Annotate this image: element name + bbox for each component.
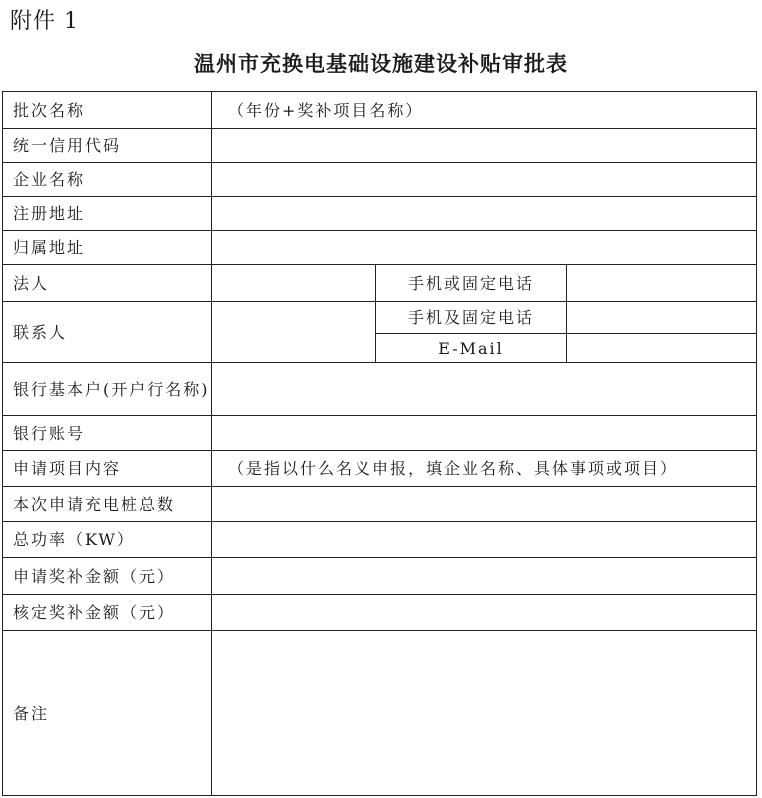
- total-power-field[interactable]: [212, 522, 757, 558]
- batch-name-field[interactable]: （年份+奖补项目名称）: [212, 92, 757, 129]
- legal-person-phone-label: 手机或固定电话: [376, 265, 567, 302]
- attachment-label: 附件 1: [10, 9, 79, 34]
- remarks-field[interactable]: [212, 631, 757, 796]
- form-row-batch-name: [3, 92, 757, 129]
- total-power-label: 总功率（KW）: [3, 522, 212, 558]
- legal-person-label: 法人: [3, 265, 212, 302]
- form-row-company-name: [3, 163, 757, 197]
- subsidy-requested-field[interactable]: [212, 558, 757, 595]
- bank-basic-account-field[interactable]: [212, 363, 757, 416]
- contact-label: 联系人: [3, 302, 212, 363]
- contact-email-field[interactable]: [567, 334, 757, 363]
- credit-code-field[interactable]: [212, 129, 757, 163]
- belonging-address-field[interactable]: [212, 231, 757, 265]
- registered-address-field[interactable]: [212, 197, 757, 231]
- charger-total-label: 本次申请充电桩总数: [3, 487, 212, 522]
- form-row-remarks: [3, 631, 757, 796]
- form-row-bank-basic-account: [3, 363, 757, 416]
- form-row-belonging-address: [3, 231, 757, 265]
- form-title: 温州市充换电基础设施建设补贴审批表: [194, 51, 568, 76]
- legal-person-field[interactable]: [212, 265, 376, 302]
- subsidy-approved-label: 核定奖补金额（元）: [3, 595, 212, 631]
- form-row-credit-code: [3, 129, 757, 163]
- contact-email-label: E-Mail: [376, 334, 567, 363]
- approval-form-table: [2, 91, 757, 796]
- application-content-label: 申请项目内容: [3, 451, 212, 487]
- form-row-charger-total: [3, 487, 757, 522]
- form-row-subsidy-requested: [3, 558, 757, 595]
- form-row-subsidy-approved: [3, 595, 757, 631]
- company-name-label: 企业名称: [3, 163, 212, 197]
- form-row-total-power: [3, 522, 757, 558]
- form-row-legal-person: [3, 265, 757, 302]
- application-content-field[interactable]: （是指以什么名义申报，填企业名称、具体事项或项目）: [212, 451, 757, 487]
- registered-address-label: 注册地址: [3, 197, 212, 231]
- bank-basic-account-label: 银行基本户(开户行名称): [3, 363, 212, 416]
- remarks-label: 备注: [3, 631, 212, 796]
- subsidy-requested-label: 申请奖补金额（元）: [3, 558, 212, 595]
- bank-account-number-label: 银行账号: [3, 416, 212, 451]
- charger-total-field[interactable]: [212, 487, 757, 522]
- form-row-bank-account-number: [3, 416, 757, 451]
- form-row-contact: [3, 302, 757, 334]
- credit-code-label: 统一信用代码: [3, 129, 212, 163]
- form-row-application-content: [3, 451, 757, 487]
- legal-person-phone-field[interactable]: [567, 265, 757, 302]
- company-name-field[interactable]: [212, 163, 757, 197]
- contact-phone-field[interactable]: [567, 302, 757, 334]
- subsidy-approved-field[interactable]: [212, 595, 757, 631]
- form-row-registered-address: [3, 197, 757, 231]
- bank-account-number-field[interactable]: [212, 416, 757, 451]
- belonging-address-label: 归属地址: [3, 231, 212, 265]
- contact-phone-label: 手机及固定电话: [376, 302, 567, 334]
- contact-name-field[interactable]: [212, 302, 376, 363]
- batch-name-label: 批次名称: [3, 92, 212, 129]
